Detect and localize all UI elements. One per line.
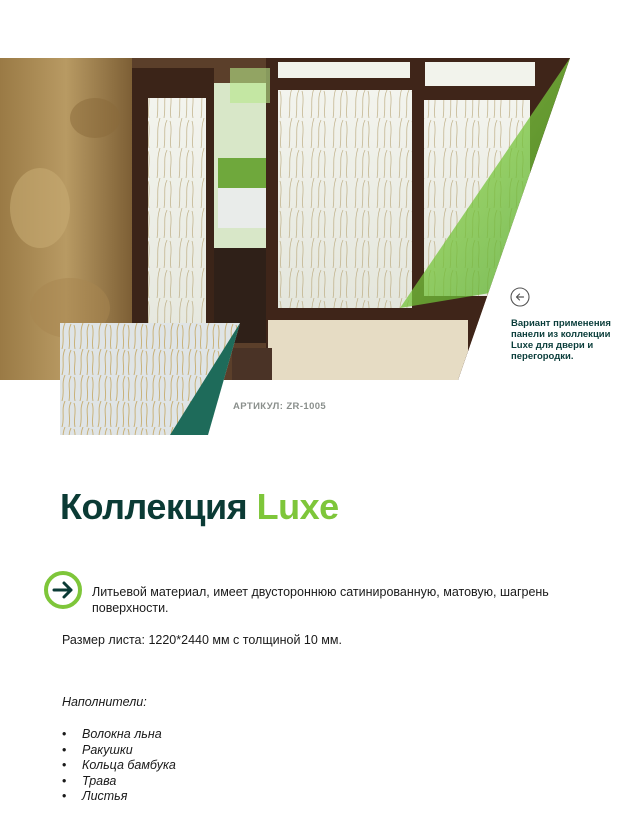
- collection-title: [60, 482, 339, 532]
- list-item: • Ракушки: [62, 743, 176, 759]
- circle-left-arrow-icon[interactable]: [510, 287, 530, 307]
- list-item: • Кольца бамбука: [62, 758, 176, 774]
- swatch-image: [60, 323, 240, 435]
- list-item: • Трава: [62, 774, 176, 790]
- fillers-list: [62, 727, 176, 805]
- article-number: АРТИКУЛ: ZR-1005: [233, 401, 327, 412]
- hero-caption: Вариант применения панели из коллекции Luxe для двери и перегородки.: [511, 318, 611, 362]
- fillers-heading: Наполнители:: [62, 695, 147, 709]
- list-item: • Волокна льна: [62, 727, 176, 743]
- circle-right-arrow-icon: [43, 570, 83, 610]
- material-swatch: [60, 323, 240, 435]
- list-item: • Листья: [62, 789, 176, 805]
- title-luxe-word: Luxe: [256, 486, 339, 527]
- material-description: Литьевой материал, имеет двустороннюю сатинированную, матовую, шагрень поверхности.: [92, 585, 549, 615]
- title-collection-word: Коллекция: [60, 486, 248, 527]
- sheet-size: Размер листа: 1220*2440 мм с толщиной 10 мм.: [62, 633, 342, 647]
